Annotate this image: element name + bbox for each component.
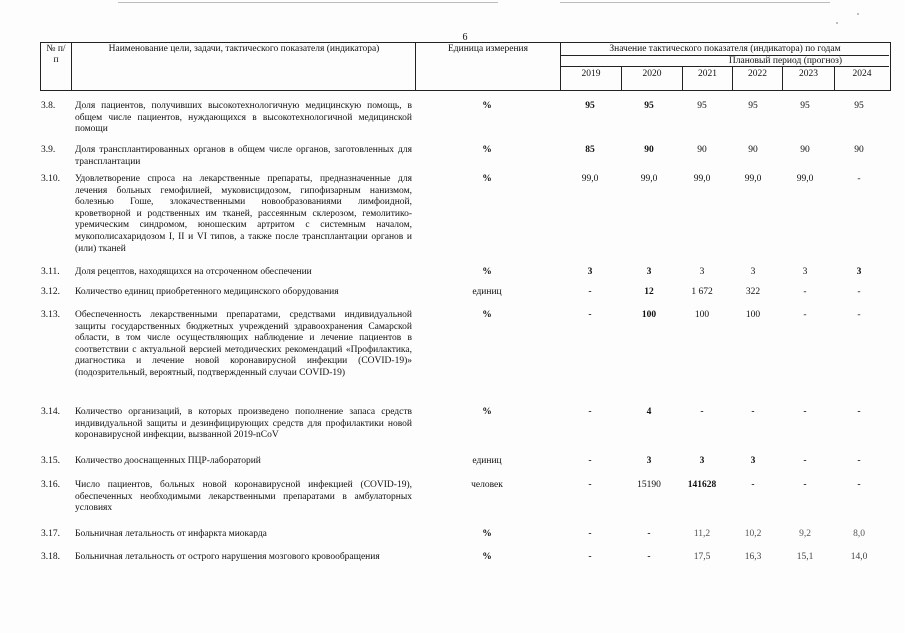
row-value-2024: - <box>857 174 861 184</box>
row-value-2024: 95 <box>854 101 864 111</box>
row-value-2020: 90 <box>644 145 654 155</box>
row-value-2022: 90 <box>748 145 758 155</box>
row-value-2024: 90 <box>854 145 864 155</box>
row-value-2020: 3 <box>646 456 652 466</box>
header-divider <box>415 43 416 90</box>
row-value-2019: - <box>588 310 592 320</box>
row-value-2019: 85 <box>585 145 595 155</box>
scan-dot <box>836 22 838 24</box>
row-value-2021: 1 672 <box>691 287 713 297</box>
row-value-2023: - <box>803 456 807 466</box>
row-value-2022: 16,3 <box>744 552 762 562</box>
row-value-2019: - <box>588 480 592 490</box>
row-value-2020: - <box>647 552 651 562</box>
header-year: 2021 <box>698 69 717 79</box>
row-value-2020: 4 <box>646 407 652 417</box>
row-unit: % <box>482 407 492 417</box>
row-indicator-name: Доля рецептов, находящихся на отсроченном обеспечении <box>75 267 312 277</box>
row-value-2023: 15,1 <box>796 552 814 562</box>
row-number: 3.17. <box>41 529 60 539</box>
row-value-2021: 90 <box>697 145 707 155</box>
header-col-number: № п/п <box>46 44 66 65</box>
row-value-2022: - <box>751 480 755 490</box>
row-value-2023: - <box>803 287 807 297</box>
header-year: 2024 <box>852 69 872 79</box>
row-value-2021: - <box>700 407 704 417</box>
row-value-2021: 17,5 <box>693 552 711 562</box>
row-value-2022: - <box>751 407 755 417</box>
row-unit: % <box>482 552 492 562</box>
header-col-name: Наименование цели, задачи, тактического показателя (индикатора) <box>108 44 380 54</box>
row-value-2023: 9,2 <box>799 529 811 539</box>
scan-edge-line <box>118 2 498 3</box>
header-year: 2023 <box>799 69 818 79</box>
row-number: 3.10. <box>41 174 60 184</box>
row-value-2019: - <box>588 287 592 297</box>
row-value-2020: - <box>647 529 651 539</box>
row-value-2024: - <box>857 407 861 417</box>
row-value-2020: 99,0 <box>640 174 658 184</box>
row-indicator-name: Доля трансплантированных органов в общем числе органов, заготовленных для трансплантации <box>75 145 412 167</box>
row-indicator-name: Удовлетворение спроса на лекарственные препараты, предназначенные для лечения больных гемофилией, муковисцидозом, гипофизарным нанизмом, болезнью Гоше, злокачественными новообразованиями лимфоидной, кроветворной и родственных им тканей, рассеянным склерозом, гемолитико-уремическим синдромом, юношеским артритом с системным началом, мукополисахаридозом I, II и VI типов, а также после трансплантации органов и (или) тканей <box>75 174 412 254</box>
row-indicator-name: Больничная летальность от острого нарушения мозгового кровообращения <box>75 552 380 562</box>
header-year: 2019 <box>581 69 601 79</box>
row-value-2023: - <box>803 480 807 490</box>
row-value-2020: 3 <box>646 267 652 277</box>
row-value-2021: 99,0 <box>693 174 711 184</box>
row-value-2022: 322 <box>745 287 761 297</box>
row-indicator-name: Количество дооснащенных ПЦР-лабораторий <box>75 456 261 466</box>
row-value-2022: 100 <box>745 310 761 320</box>
row-value-2019: 95 <box>585 101 595 111</box>
row-unit: % <box>482 267 492 277</box>
row-unit: % <box>482 529 492 539</box>
header-year: 2022 <box>748 69 767 79</box>
row-value-2023: 90 <box>800 145 810 155</box>
row-value-2022: 3 <box>750 267 756 277</box>
header-col-plan: Плановый период (прогноз) <box>728 56 843 66</box>
header-divider <box>71 43 72 90</box>
row-unit: % <box>482 145 492 155</box>
row-number: 3.18. <box>41 552 60 562</box>
row-value-2024: - <box>857 480 861 490</box>
row-value-2020: 100 <box>641 310 657 320</box>
row-number: 3.13. <box>41 310 60 320</box>
row-value-2022: 10,2 <box>744 529 762 539</box>
row-number: 3.15. <box>41 456 60 466</box>
row-number: 3.8. <box>41 101 56 111</box>
row-value-2023: - <box>803 407 807 417</box>
row-value-2019: 3 <box>587 267 593 277</box>
row-unit: % <box>482 174 492 184</box>
row-value-2020: 15190 <box>637 480 661 490</box>
row-number: 3.14. <box>41 407 60 417</box>
row-value-2023: - <box>803 310 807 320</box>
header-col-values: Значение тактического показателя (индикатора) по годам <box>609 44 841 54</box>
row-value-2021: 141628 <box>687 480 717 490</box>
row-indicator-name: Обеспеченность лекарственными препаратами, средствами индивидуальной защиты государственных бюджетных учреждений здравоохранения Самарской области, в том числе осуществляющих наблюдение и лечение пациентов в соответствии с актуальной версией методических рекомендаций «Профилактика, диагностика и лечение новой коронавирусной инфекции (COVID-19)» (подозрительный, вероятный, подтвержденный случаи COVID-19) <box>75 310 412 378</box>
row-value-2020: 95 <box>644 101 654 111</box>
row-value-2021: 100 <box>694 310 710 320</box>
row-value-2019: - <box>588 529 592 539</box>
row-unit: % <box>482 101 492 111</box>
row-value-2024: - <box>857 287 861 297</box>
row-value-2020: 12 <box>644 287 654 297</box>
row-value-2023: 95 <box>800 101 810 111</box>
row-unit: единиц <box>472 456 502 466</box>
header-col-unit: Единица измерения <box>448 44 528 54</box>
row-number: 3.12. <box>41 287 60 297</box>
row-value-2024: - <box>857 310 861 320</box>
row-value-2022: 95 <box>748 101 758 111</box>
row-unit: единиц <box>472 287 502 297</box>
row-value-2024: 8,0 <box>853 529 865 539</box>
row-value-2024: - <box>857 456 861 466</box>
row-number: 3.9. <box>41 145 56 155</box>
row-value-2023: 3 <box>802 267 808 277</box>
row-value-2022: 99,0 <box>744 174 762 184</box>
row-value-2021: 3 <box>699 456 705 466</box>
row-value-2021: 11,2 <box>693 529 711 539</box>
row-value-2024: 3 <box>856 267 862 277</box>
row-value-2019: - <box>588 407 592 417</box>
row-value-2023: 99,0 <box>796 174 814 184</box>
row-indicator-name: Количество организаций, в которых произведено пополнение запаса средств индивидуальной защиты и дезинфицирующих средств для профилактики новой коронавирусной инфекции, вызванной 2019-nCoV <box>75 407 412 441</box>
row-value-2021: 3 <box>699 267 705 277</box>
row-indicator-name: Больничная летальность от инфаркта миокарда <box>75 529 267 539</box>
row-indicator-name: Число пациентов, больных новой коронавирусной инфекцией (COVID-19), обеспеченных необходимыми лекарственными препаратами в амбулаторных условиях <box>75 480 412 514</box>
row-unit: % <box>482 310 492 320</box>
page-number: 6 <box>462 32 468 43</box>
row-number: 3.11. <box>41 267 60 277</box>
header-year: 2020 <box>642 69 662 79</box>
row-value-2019: 99,0 <box>581 174 599 184</box>
row-value-2024: 14,0 <box>850 552 868 562</box>
row-indicator-name: Доля пациентов, получивших высокотехнологичную медицинскую помощь, в общем числе пациентов, нуждающихся в высокотехнологичной медицинской помощи <box>75 101 412 135</box>
row-unit: человек <box>471 480 503 490</box>
scan-dot <box>857 13 859 15</box>
row-value-2021: 95 <box>697 101 707 111</box>
row-value-2022: 3 <box>750 456 756 466</box>
row-indicator-name: Количество единиц приобретенного медицинского оборудования <box>75 287 339 297</box>
row-value-2019: - <box>588 552 592 562</box>
row-number: 3.16. <box>41 480 60 490</box>
row-value-2019: - <box>588 456 592 466</box>
scan-edge-line <box>560 2 830 3</box>
